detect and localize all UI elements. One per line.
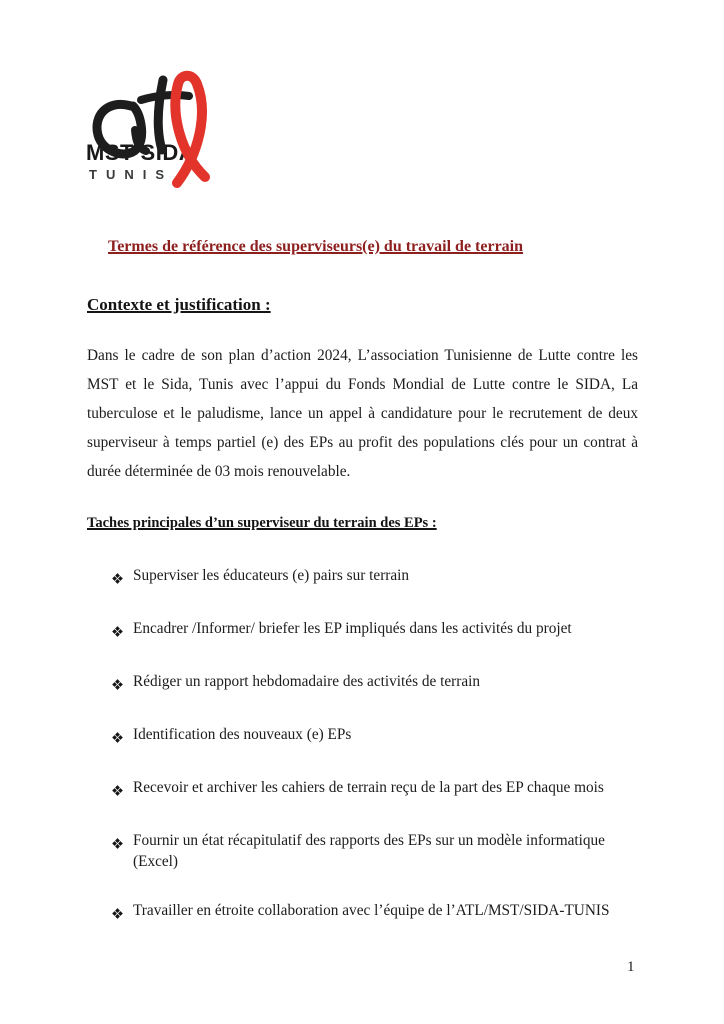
task-item (112, 671, 652, 696)
task-item-label: Recevoir et archiver les cahiers de terrain reçu de la part des EP chaque mois (133, 779, 604, 796)
task-item-label: Identification des nouveaux (e) EPs (133, 726, 352, 743)
aids-ribbon-icon (175, 76, 205, 183)
task-item (112, 830, 652, 872)
diamond-bullet-icon (112, 675, 123, 696)
tasks-list (112, 565, 652, 953)
diamond-bullet-icon (112, 904, 123, 925)
diamond-bullet-icon (112, 728, 123, 749)
diamond-bullet-icon (112, 622, 123, 643)
diamond-bullet-icon (112, 569, 123, 590)
document-title: Termes de référence des superviseurs(e) du travail de terrain (108, 238, 524, 255)
context-paragraph: Dans le cadre de son plan d’action 2024, L’association Tunisienne de Lutte contre les MST et le Sida, Tunis avec l’appui du Fonds Mondial de Lutte contre le SIDA, La tuberculose et le paludisme, lance un appel à candidature pour le recrutement de deux superviseur à temps partiel (e) des EPs au profit des populations clés pour un contrat à durée déterminée de 03 mois renouvelable. (87, 347, 638, 480)
diamond-bullet-icon (112, 781, 123, 802)
task-item (112, 777, 652, 802)
task-item (112, 565, 652, 590)
task-item-label: Rédiger un rapport hebdomadaire des activités de terrain (133, 673, 481, 690)
task-item-label: Superviser les éducateurs (e) pairs sur terrain (133, 567, 410, 584)
section-heading-context: Contexte et justification : (87, 295, 271, 314)
task-item (112, 900, 652, 925)
task-item-label: Travailler en étroite collaboration avec l’équipe de l’ATL/MST/SIDA-TUNIS (133, 902, 610, 919)
task-item-label: Fournir un état récapitulatif des rapports des EPs sur un modèle informatique (Excel) (133, 832, 605, 870)
org-logo (85, 70, 227, 190)
page-number: 1 (627, 959, 635, 975)
logo-city: TUNIS (89, 167, 173, 182)
diamond-bullet-icon (112, 834, 123, 855)
task-item (112, 724, 652, 749)
section-heading-tasks: Taches principales d’un superviseur du terrain des EPs : (87, 515, 437, 531)
task-item (112, 618, 652, 643)
letter-t-crossbar-shape (141, 95, 189, 100)
logo-org-name: MST SIDA (86, 140, 196, 165)
task-item-label: Encadrer /Informer/ briefer les EP impliqués dans les activités du projet (133, 620, 572, 637)
